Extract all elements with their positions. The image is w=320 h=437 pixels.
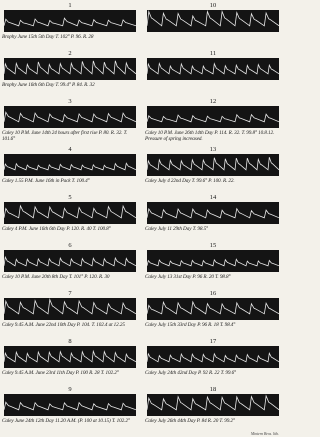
figure-panel bbox=[2, 386, 138, 434]
pulse-wave-line bbox=[147, 302, 279, 314]
figure-number: 16 bbox=[209, 290, 217, 297]
figure-caption: Caley July 15th 33rd Day P. 96 R. 18 T. 98.4° bbox=[145, 322, 236, 328]
figure-number: 8 bbox=[68, 338, 72, 345]
figure-caption: Caley July 4 22nd Day T. 99.6° P. 100. R. 22. bbox=[145, 178, 235, 184]
sphygmograph-trace bbox=[4, 298, 136, 320]
figure-number: 3 bbox=[68, 98, 72, 105]
figure-panel bbox=[2, 242, 138, 290]
figure-number: 10 bbox=[209, 2, 217, 9]
figure-number: 11 bbox=[209, 50, 217, 57]
sphygmograph-trace bbox=[4, 106, 136, 128]
figure-caption: Brophy June 15th 5th Day T. 102° P. 96. R. 28 bbox=[2, 34, 94, 40]
figure-panel bbox=[145, 290, 281, 338]
pulse-wave-line bbox=[4, 206, 136, 218]
sphygmograph-trace bbox=[147, 298, 279, 320]
sphygmograph-trace bbox=[4, 202, 136, 224]
figure-panel bbox=[2, 146, 138, 194]
figure-caption: Caley 10 P.M. June 14th 24 hours after first rise P. 80. R. 32. T. 101.6° bbox=[2, 130, 128, 142]
figure-caption: Caley July 24th 42nd Day P. 92 R. 22 T. 99.6° bbox=[145, 370, 237, 376]
pulse-wave-line bbox=[147, 259, 279, 266]
figure-panel bbox=[145, 50, 281, 98]
pulse-wave-line bbox=[4, 257, 136, 266]
pulse-wave-line bbox=[147, 209, 279, 218]
figure-panel bbox=[2, 290, 138, 338]
figure-panel bbox=[2, 194, 138, 242]
figure-number: 12 bbox=[209, 98, 217, 105]
figure-panel bbox=[145, 386, 281, 434]
figure-number: 2 bbox=[68, 50, 72, 57]
figure-number: 14 bbox=[209, 194, 217, 201]
figure-caption: Caley 4 P.M. June 16th 6th Day P. 120. R. 40 T. 100.8° bbox=[2, 226, 111, 232]
pulse-wave-line bbox=[147, 114, 279, 122]
figure-panel bbox=[145, 338, 281, 386]
figure-number: 1 bbox=[68, 2, 72, 9]
sphygmograph-trace bbox=[4, 58, 136, 80]
figure-caption: Caley 9.45 A.M. June 23rd 11th Day P. 100 R. 28 T. 102.2° bbox=[2, 370, 119, 376]
sphygmograph-trace bbox=[147, 106, 279, 128]
sphygmograph-trace bbox=[147, 394, 279, 416]
figure-panel bbox=[2, 98, 138, 146]
figure-number: 9 bbox=[68, 386, 72, 393]
sphygmograph-trace bbox=[147, 202, 279, 224]
figure-panel bbox=[145, 2, 281, 50]
figure-panel bbox=[145, 194, 281, 242]
figure-panel bbox=[2, 2, 138, 50]
figure-caption: Caley 1.55 P.M. June 16th in Pack T. 100.4° bbox=[2, 178, 90, 184]
figure-panel bbox=[2, 338, 138, 386]
figure-number: 17 bbox=[209, 338, 217, 345]
left-column bbox=[2, 2, 138, 434]
figure-caption: Caley 10 P.M. June 20th 8th Day T. 101° P. 120. R. 30 bbox=[2, 274, 110, 280]
figure-caption: Caley July 26th 44th Day P. 84 R. 20 T. 99.2° bbox=[145, 418, 235, 424]
figure-caption: Caley 10 P.M. June 26th 14th Day P. 114. R. 32. T. 99.8° 10.8.12. Pressure of spring increased. bbox=[145, 130, 275, 142]
pulse-wave-line bbox=[4, 351, 136, 362]
figure-number: 5 bbox=[68, 194, 72, 201]
right-column bbox=[145, 2, 281, 434]
figure-number: 18 bbox=[209, 386, 217, 393]
figure-number: 15 bbox=[209, 242, 217, 249]
figure-number: 6 bbox=[68, 242, 72, 249]
figure-number: 13 bbox=[209, 146, 217, 153]
sphygmograph-trace bbox=[4, 394, 136, 416]
sphygmograph-trace bbox=[147, 10, 279, 32]
figure-caption: Caley June 24th 12th Day 11.20 A.M. (P. 100 at 10.15) T. 102.2° bbox=[2, 418, 130, 424]
figure-number: 7 bbox=[68, 290, 72, 297]
figure-caption: Caley July 11 29th Day T. 98.5° bbox=[145, 226, 209, 232]
pulse-wave-line bbox=[147, 353, 279, 362]
sphygmograph-trace bbox=[4, 10, 136, 32]
figure-caption: Brophy June 16th 6th Day T. 99.4° P. 84. R. 32 bbox=[2, 82, 95, 88]
figure-panel bbox=[145, 98, 281, 146]
pulse-wave-line bbox=[147, 396, 279, 410]
pulse-wave-line bbox=[4, 402, 136, 410]
pulse-wave-line bbox=[4, 300, 136, 314]
sphygmograph-trace bbox=[147, 154, 279, 176]
pulse-wave-line bbox=[4, 18, 136, 26]
figure-panel bbox=[145, 242, 281, 290]
figure-panel bbox=[2, 50, 138, 98]
pulse-wave-line bbox=[4, 163, 136, 170]
sphygmograph-trace bbox=[4, 250, 136, 272]
figure-caption: Caley July 13 31st Day P. 96 R. 20 T. 98.8° bbox=[145, 274, 231, 280]
sphygmograph-trace bbox=[147, 250, 279, 272]
pulse-wave-line bbox=[147, 12, 279, 26]
figure-caption: Caley 9.45 A.M. June 22nd 10th Day P. 104. T. 102.4 at 12.25 bbox=[2, 322, 125, 328]
pulse-wave-line bbox=[147, 64, 279, 74]
pulse-wave-line bbox=[147, 157, 279, 170]
sphygmograph-trace bbox=[4, 346, 136, 368]
pulse-wave-line bbox=[4, 112, 136, 122]
sphygmograph-trace bbox=[4, 154, 136, 176]
publisher-mark: Mintern Bros. lith. bbox=[250, 432, 279, 436]
sphygmograph-trace bbox=[147, 346, 279, 368]
sphygmograph-trace bbox=[147, 58, 279, 80]
figure-number: 4 bbox=[68, 146, 72, 153]
pulse-wave-line bbox=[4, 61, 136, 74]
figure-panel bbox=[145, 146, 281, 194]
